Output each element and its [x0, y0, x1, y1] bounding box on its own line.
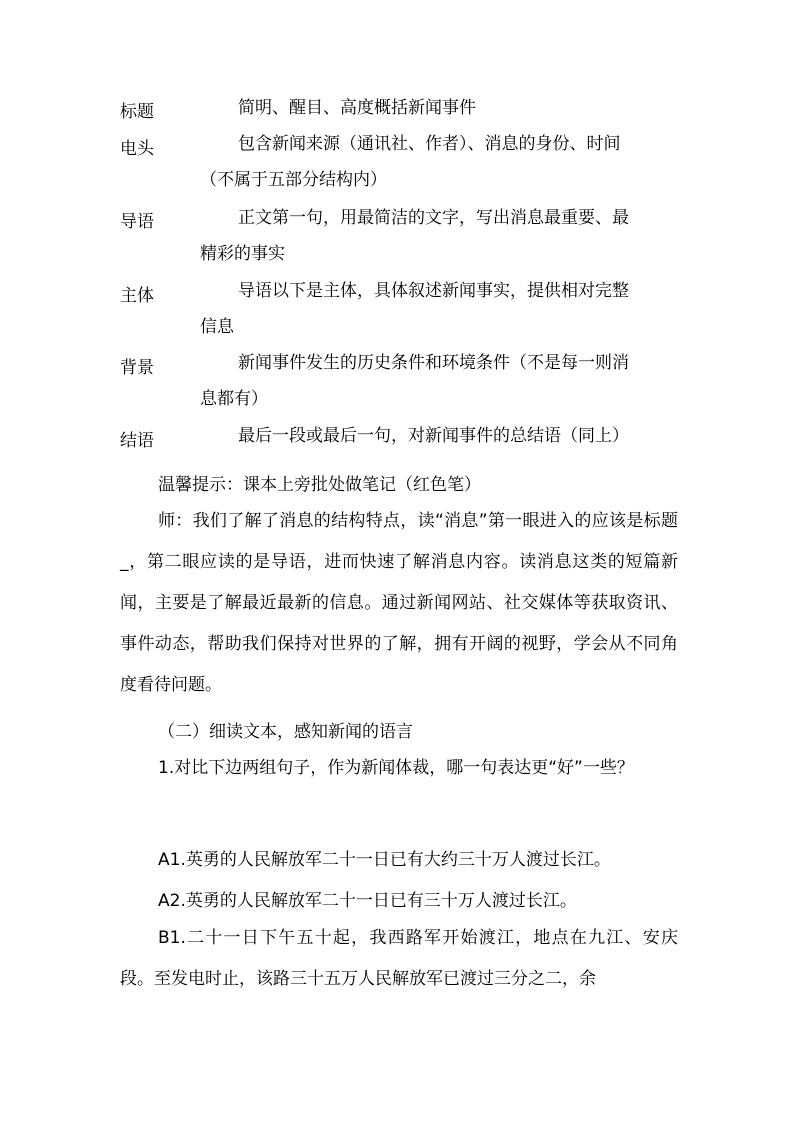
sentence-a1: A1.英勇的人民解放军二十一日已有大约三十万人渡过长江。	[158, 850, 611, 870]
definition-line: 息都有）	[200, 389, 268, 409]
term-label: 电头	[120, 139, 154, 159]
term-label: 导语	[120, 212, 154, 232]
sentence-b1: B1.二十一日下午五十起，我西路军开始渡江，地点在九江、安庆段。至发电时止，该路三十五万人民解放军已渡过三分之二，余	[120, 928, 678, 989]
term-definition	[200, 418, 680, 454]
tip-note: 温馨提示：课本上旁批处做笔记（红色笔）	[158, 475, 481, 495]
definition-line: 包含新闻来源（通讯社、作者）、消息的身份、时间	[238, 134, 621, 154]
term-label: 结语	[120, 431, 154, 451]
definition-line: 信息	[200, 317, 234, 337]
definition-line: 正文第一句，用最简洁的文字，写出消息最重要、最	[238, 208, 629, 228]
term-label: 背景	[120, 358, 154, 378]
term-definition	[200, 273, 680, 345]
term-definition	[200, 345, 680, 417]
comparison-question: 1.对比下边两组句子，作为新闻体裁，哪一句表达更“好”一些？	[158, 758, 634, 778]
term-label: 主体	[120, 286, 154, 306]
term-label: 标题	[120, 102, 154, 122]
definition-line: （不属于五部分结构内）	[200, 170, 387, 190]
definition-line: 简明、醒目、高度概括新闻事件	[238, 98, 476, 118]
teacher-paragraph: 师：我们了解了消息的结构特点，读“消息”第一眼进入的应该是标题_，第二眼应读的是导语，进而快速了解消息内容。读消息这类的短篇新闻，主要是了解最近最新的信息。通过新闻网站、社交媒体等获取资讯、事件动态，帮助我们保持对世界的了解，拥有开阔的视野，学会从不同角度看待问题。	[120, 511, 678, 695]
definition-line: 精彩的事实	[200, 244, 285, 264]
definition-line: 导语以下是主体，具体叙述新闻事实，提供相对完整	[238, 281, 629, 301]
section-heading: （二）细读文本，感知新闻的语言	[158, 722, 413, 742]
term-definition	[200, 126, 680, 198]
sentence-a2: A2.英勇的人民解放军二十一日已有三十万人渡过长江。	[158, 891, 577, 911]
term-definition	[200, 90, 680, 126]
definition-line: 最后一段或最后一句，对新闻事件的总结语（同上）	[238, 426, 629, 446]
term-definition	[200, 200, 680, 272]
definition-line: 新闻事件发生的历史条件和环境条件（不是每一则消	[238, 353, 629, 373]
